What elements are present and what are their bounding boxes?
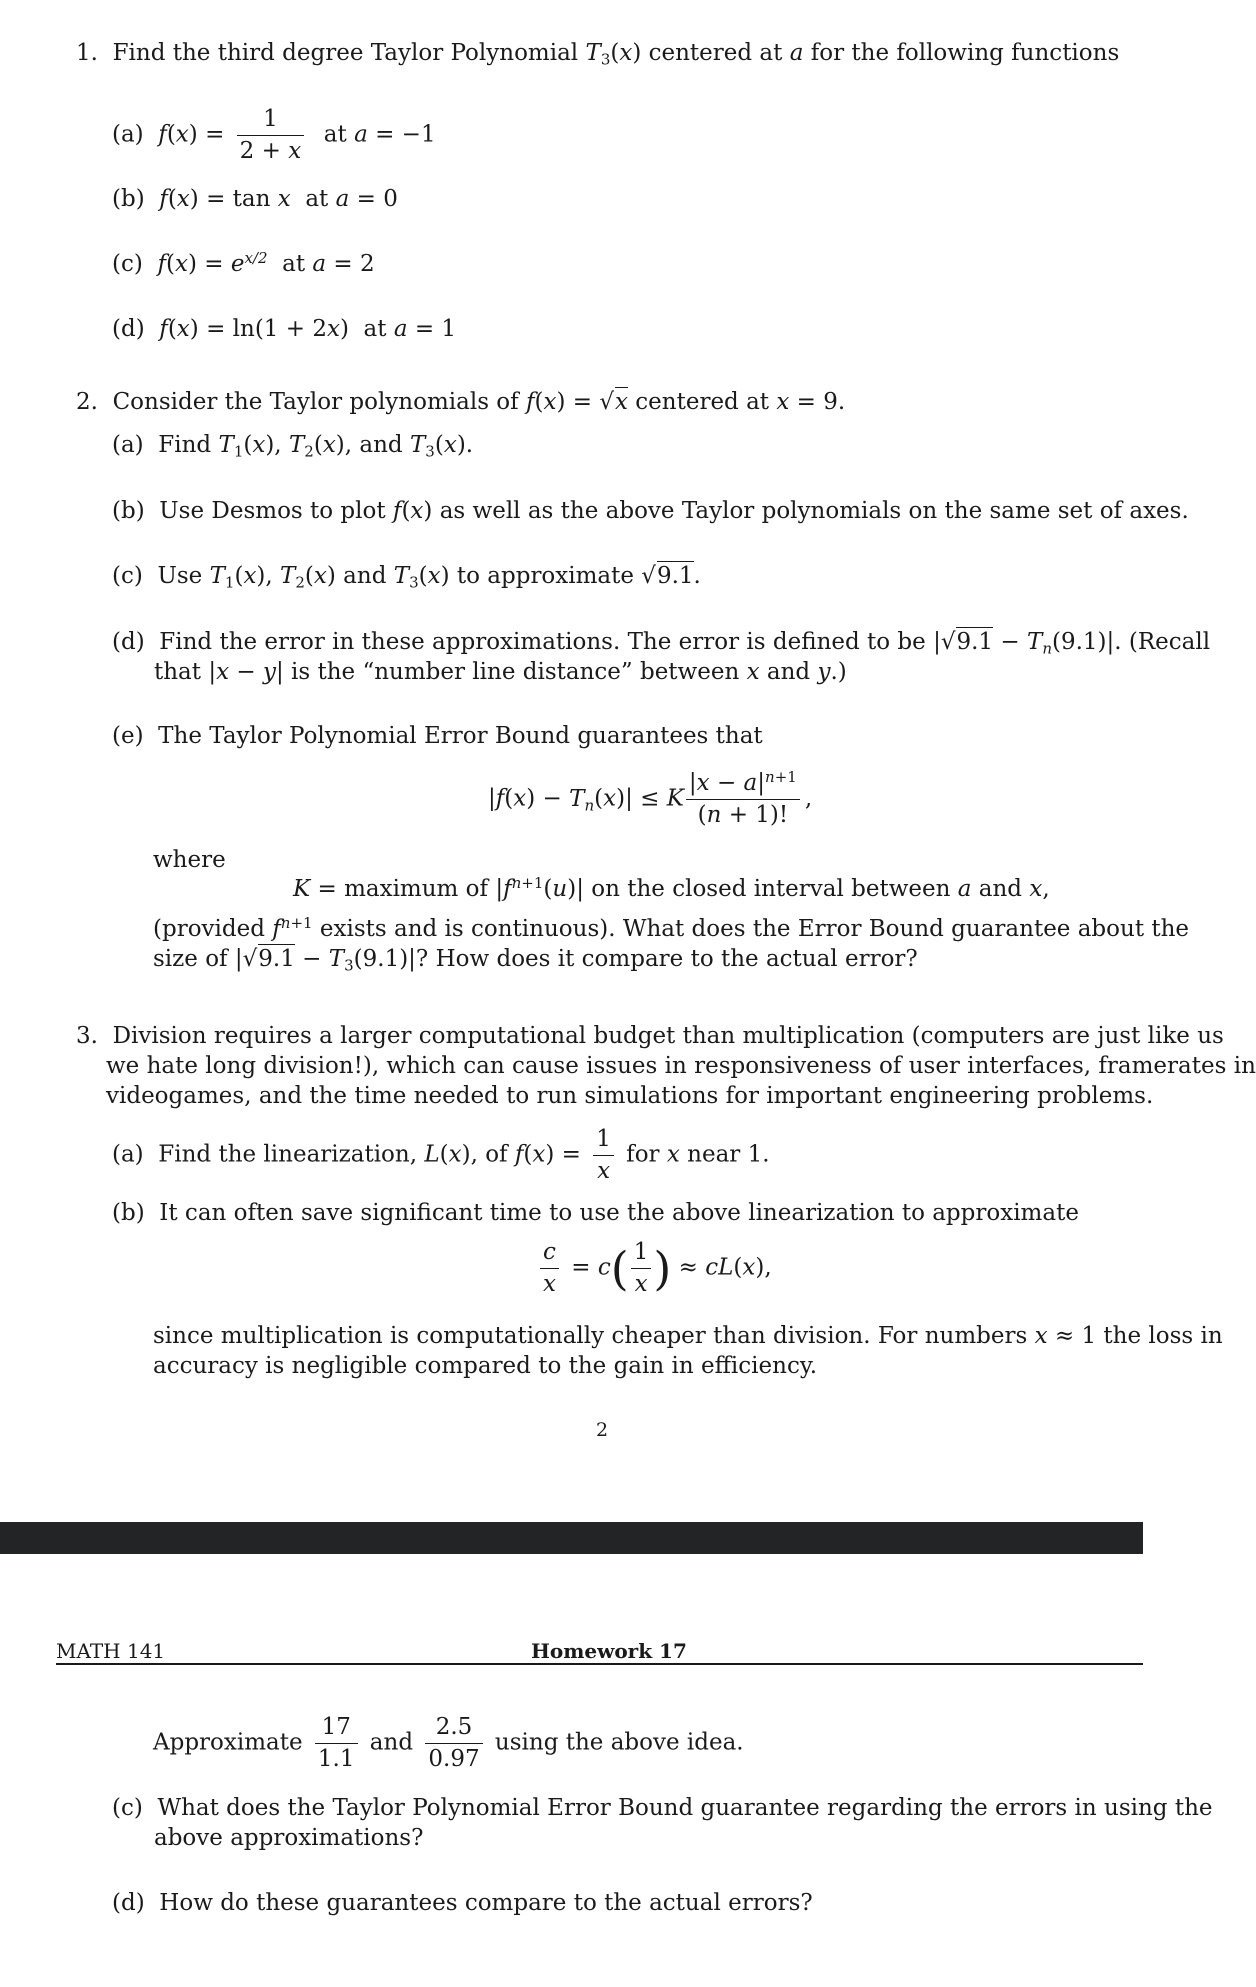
q1-heading	[76, 40, 1120, 69]
q3-number: 3.	[76, 1023, 98, 1049]
error-bound-formula: $|f(x) - T_n(x)| \le K$ $\frac{|x - a|^{n+1}}{(n + 1)!}$ ,	[488, 767, 813, 829]
linearization-formula: $\frac{c}{x}$ = c( $\frac{1}{x}$ ) ≈ cL(x),	[535, 1237, 772, 1300]
page-separator-bar	[0, 1522, 1143, 1554]
where-label: where	[153, 847, 226, 873]
q2-part-d: (d) Find the error in these approximations. The error is defined to be $|√9.1 - T_n(9.1)|$. (Recall that |x − y| is the “number line distance” between x and y.)	[112, 629, 1211, 685]
q3-line-2: we hate long division!), which can cause issues in responsiveness of user interfaces, framerates in	[106, 1053, 1256, 1079]
q3-part-b-approximate: Approximate $\frac{17}{1.1}$ and $\frac{2.5}{0.97}$ using the above idea.	[153, 1714, 744, 1773]
q2-heading: 2. Consider the Taylor polynomials of f(x) = √x centered at x = 9.	[76, 389, 846, 415]
q1-part-d-label: (d)	[112, 316, 145, 342]
q1-part-a-label: (a)	[112, 121, 144, 148]
q3-part-b-intro: It can often save significant time to use the above linearization to approximate	[159, 1200, 1079, 1226]
q2-part-b-label: (b)	[112, 498, 145, 524]
q1-part-d: (d) f(x) = ln(1 + 2x) at a = 1	[112, 316, 457, 342]
q1-number: 1.	[76, 40, 98, 66]
q2-part-e-label: (e)	[112, 723, 144, 749]
q1-part-b-label: (b)	[112, 186, 145, 212]
q3-part-a-label: (a)	[112, 1141, 144, 1168]
q3-line-3: videogames, and the time needed to run simulations for important engineering problems.	[106, 1083, 1154, 1109]
header-rule	[56, 1663, 1143, 1665]
q2-part-d-label: (d)	[112, 629, 145, 655]
q3-part-d-label: (d)	[112, 1890, 145, 1916]
q3-part-b	[112, 1200, 1079, 1226]
q1-part-a: (a) f(x) = $\frac{1}{2 + x}$ at a = −1	[112, 104, 436, 167]
q3-part-c-line-2: above approximations?	[154, 1825, 424, 1851]
header-course: MATH 141	[56, 1639, 166, 1663]
q2-part-e-question: (provided $f^{n+1}$ exists and is continuous). What does the Error Bound guarantee about the size of $|√9.1 - T_3(9.1)|$? How does it compare to the actual error?	[153, 913, 1190, 975]
q2-part-e: (e) The Taylor Polynomial Error Bound guarantees that	[112, 723, 763, 749]
header-title: Homework 17	[531, 1639, 687, 1663]
page-number: 2	[596, 1419, 609, 1441]
q2-part-b: (b) Use Desmos to plot f(x) as well as the above Taylor polynomials on the same set of axes.	[112, 498, 1189, 524]
q3-part-d	[112, 1890, 813, 1916]
q3-part-b-explanation: since multiplication is computationally cheaper than division. For numbers x ≈ 1 the loss in accuracy is negligible compared to the gain in efficiency.	[153, 1323, 1223, 1379]
q2-part-a-label: (a)	[112, 432, 144, 458]
q3-part-b-label: (b)	[112, 1200, 145, 1226]
q3-part-a: (a) Find the linearization, L(x), of f(x) = $\frac{1}{x}$ for x near 1.	[112, 1126, 770, 1185]
q2-number: 2.	[76, 389, 98, 415]
k-definition: K = maximum of $|f^{n+1}(u)|$ on the closed interval between a and x,	[293, 873, 1050, 902]
q2-part-a: (a) Find $T_1(x)$, $T_2(x)$, and $T_3(x)$.	[112, 432, 474, 461]
q3-part-c-label: (c)	[112, 1795, 143, 1821]
q3-intro	[76, 1021, 1256, 1111]
q3-part-c-line-1: What does the Taylor Polynomial Error Bound guarantee regarding the errors in using the	[157, 1795, 1213, 1821]
q3-part-c	[112, 1793, 1213, 1853]
q1-part-c: (c) $f(x) = e^{x/2}$ at a = 2	[112, 248, 375, 277]
q1-part-c-label: (c)	[112, 251, 143, 277]
q2-part-c-label: (c)	[112, 563, 143, 589]
q3-part-b-line-2: accuracy is negligible compared to the gain in efficiency.	[153, 1353, 818, 1379]
q2-part-c: (c) Use $T_1(x)$, $T_2(x)$ and $T_3(x)$ to approximate √9.1.	[112, 563, 701, 592]
q3-part-d-text: How do these guarantees compare to the actual errors?	[159, 1890, 813, 1916]
q1-part-b: (b) f(x) = tan x at a = 0	[112, 186, 398, 212]
q3-line-1: Division requires a larger computational budget than multiplication (computers are just like us	[112, 1023, 1224, 1049]
q1-prompt: Find the third degree Taylor Polynomial $T_3(x)$ centered at a for the following functions	[105, 40, 1120, 69]
fraction: $\frac{1}{2 + x}$	[237, 104, 305, 167]
